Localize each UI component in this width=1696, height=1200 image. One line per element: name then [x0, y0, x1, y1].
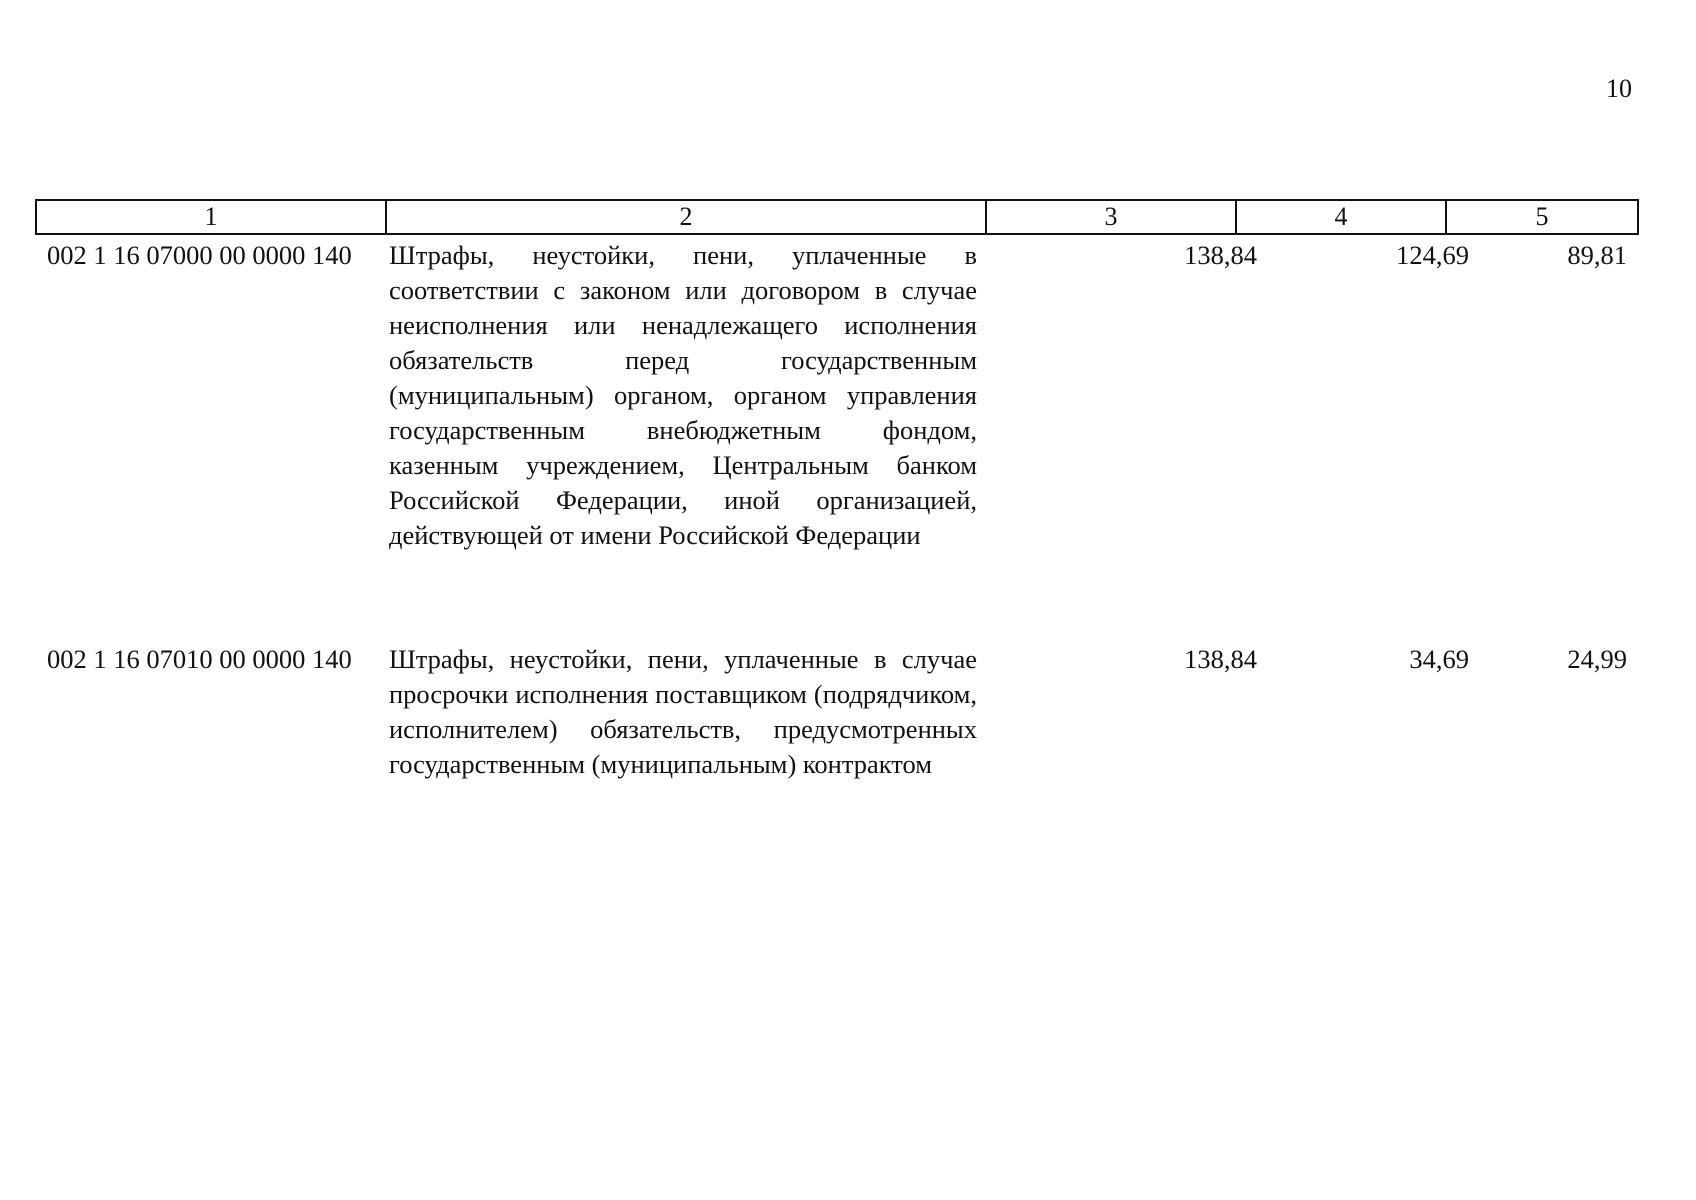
- table-row: [35, 238, 1631, 598]
- table-header: [35, 199, 1639, 235]
- table-row: [35, 642, 1631, 822]
- value-column-5: 89,81: [1567, 240, 1627, 270]
- budget-code: 002 1 16 07010 00 0000 140: [47, 644, 352, 674]
- value-column-4: 124,69: [1396, 240, 1469, 270]
- value-column-4: 34,69: [1409, 644, 1469, 674]
- column-number-4: 4: [1236, 200, 1446, 234]
- value-column-3: 138,84: [1184, 644, 1257, 674]
- value-column-3: 138,84: [1184, 240, 1257, 270]
- page-number: 10: [1606, 74, 1632, 103]
- column-number-5: 5: [1446, 200, 1638, 234]
- table-header-row: [36, 200, 1638, 234]
- revenue-description: Штрафы, неустойки, пени, уплаченные в соответствии с законом или договором в случае неисполнения или ненадлежащего исполнения обязательств перед государственным (муниципальным) органом, органом управления государственным внебюджетным фондом, казенным учреждением, Центральным банком Российской Федерации, иной организацией, действующей от имени Российской Федерации: [389, 240, 977, 550]
- value-column-5: 24,99: [1567, 644, 1627, 674]
- budget-code: 002 1 16 07000 00 0000 140: [47, 240, 352, 270]
- column-number-3: 3: [986, 200, 1236, 234]
- column-number-2: 2: [386, 200, 986, 234]
- revenue-description: Штрафы, неустойки, пени, уплаченные в случае просрочки исполнения поставщиком (подрядчиком, исполнителем) обязательств, предусмотренных государственным (муниципальным) контрактом: [389, 644, 977, 779]
- column-number-1: 1: [36, 200, 386, 234]
